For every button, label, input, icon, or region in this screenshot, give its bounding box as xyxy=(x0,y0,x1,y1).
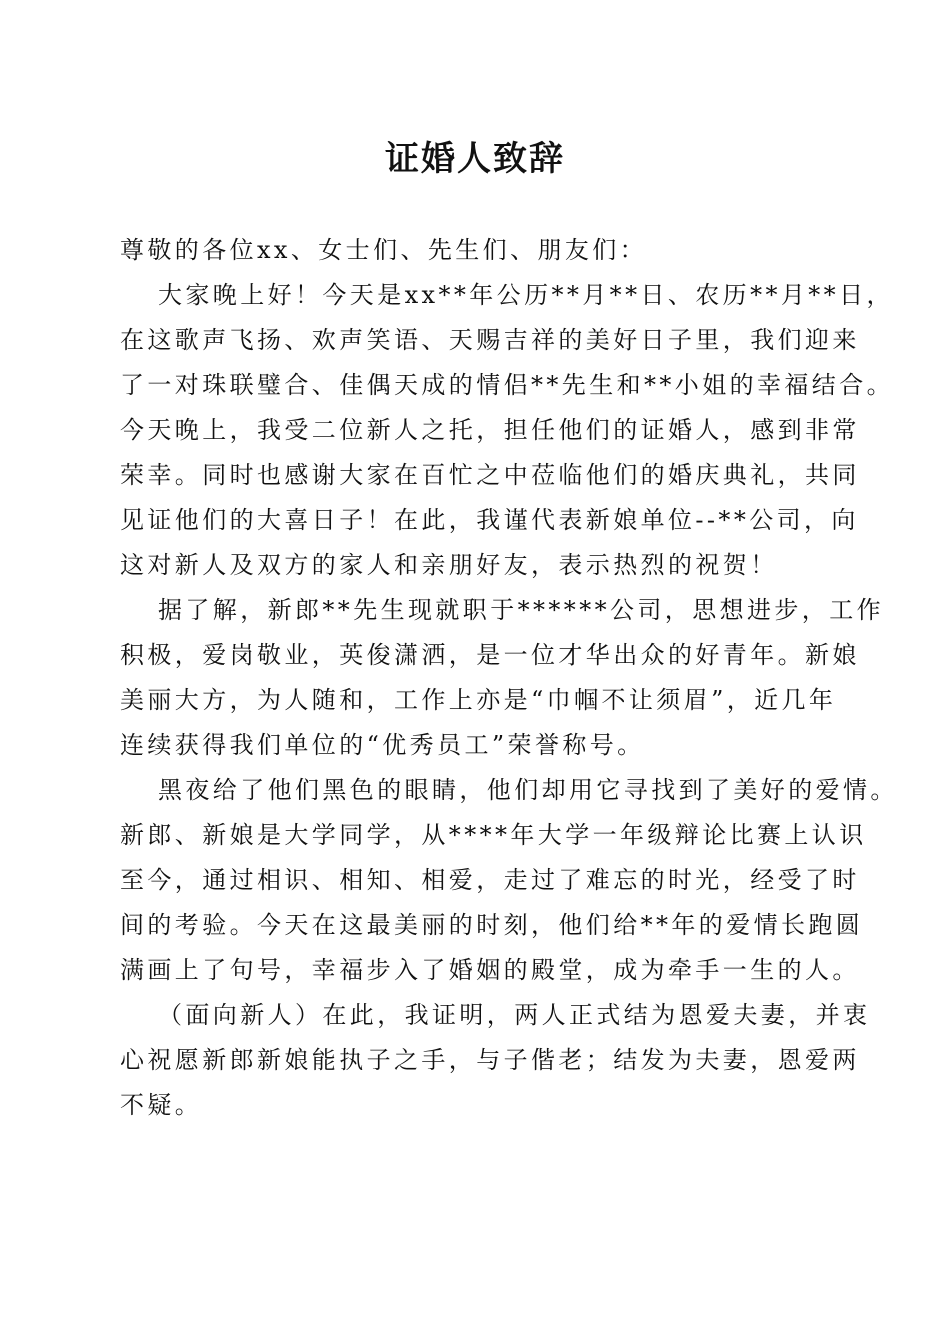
document-title: 证婚人致辞 xyxy=(385,139,565,179)
paragraph-line: 今天晚上，我受二位新人之托，担任他们的证婚人，感到非常 xyxy=(120,416,860,444)
paragraph-line: （面向新人）在此，我证明，两人正式结为恩爱夫妻，并衷 xyxy=(158,1001,871,1029)
paragraph-line: 美丽大方，为人随和，工作上亦是“巾帼不让须眉”，近几年 xyxy=(120,686,837,714)
paragraph-line: 见证他们的大喜日子！在此，我谨代表新娘单位--**公司，向 xyxy=(120,506,859,534)
paragraph-line: 了一对珠联璧合、佳偶天成的情侣**先生和**小姐的幸福结合。 xyxy=(120,371,894,399)
paragraph-line: 新郎、新娘是大学同学，从****年大学一年级辩论比赛上认识 xyxy=(120,821,867,849)
paragraph-line: 至今，通过相识、相知、相爱，走过了难忘的时光，经受了时 xyxy=(120,866,860,894)
paragraph-line: 心祝愿新郎新娘能执子之手，与子偕老；结发为夫妻，恩爱两 xyxy=(120,1046,860,1074)
document-body xyxy=(120,228,898,1128)
paragraph-line: 在这歌声飞扬、欢声笑语、天赐吉祥的美好日子里，我们迎来 xyxy=(120,326,860,354)
paragraph-line: 黑夜给了他们黑色的眼睛，他们却用它寻找到了美好的爱情。 xyxy=(158,776,898,804)
salutation-line: 尊敬的各位xx、女士们、先生们、朋友们： xyxy=(120,236,648,264)
paragraph-line: 这对新人及双方的家人和亲朋好友，表示热烈的祝贺！ xyxy=(120,551,778,579)
paragraph-line: 大家晚上好！今天是xx**年公历**月**日、农历**月**日， xyxy=(158,281,894,309)
paragraph-line: 荣幸。同时也感谢大家在百忙之中莅临他们的婚庆典礼，共同 xyxy=(120,461,860,489)
paragraph-line: 积极，爱岗敬业，英俊潇洒，是一位才华出众的好青年。新娘 xyxy=(120,641,860,669)
paragraph-line: 不疑。 xyxy=(120,1091,203,1119)
paragraph-line: 据了解，新郎**先生现就职于******公司，思想进步，工作 xyxy=(158,596,884,624)
paragraph-line: 间的考验。今天在这最美丽的时刻，他们给**年的爱情长跑圆 xyxy=(120,911,864,939)
paragraph-line: 连续获得我们单位的“优秀员工”荣誉称号。 xyxy=(120,731,645,759)
paragraph-line: 满画上了句号，幸福步入了婚姻的殿堂，成为牵手一生的人。 xyxy=(120,956,860,984)
